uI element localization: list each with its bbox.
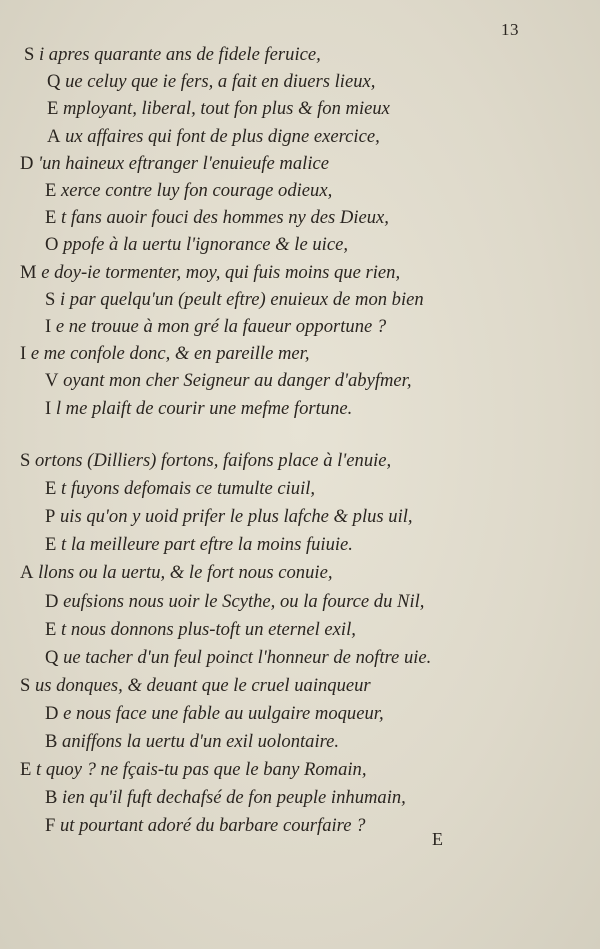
verse-text: ue tacher d'un feul poinct l'honneur de noftre uie. [58,646,432,668]
verse-text: l me plaift de courir une mefme fortune. [51,397,353,419]
verse-initial: O [45,234,59,256]
verse-text: e nous face une fable au uulgaire moqueur, [58,702,384,724]
verse-text: t la meilleure part eftre la moins fuiuie. [56,534,353,556]
verse-line [47,71,375,93]
verse-initial: I [45,316,52,337]
verse-text: ue celuy que ie fers, a fait en diuers lieux, [60,71,376,93]
verse-initial: Q [45,646,59,668]
verse-line [45,703,384,725]
verse-line [45,316,386,338]
verse-initial: A [47,125,61,147]
verse-text: t nous donnons plus-toft un eternel exil, [56,618,356,640]
verse-line [45,787,406,809]
verse-line [45,234,348,256]
verse-initial: E [45,478,57,500]
verse-line [45,619,356,641]
verse-text: 'un haineux eftranger l'enuieufe malice [33,152,329,174]
verse-initial: E [45,207,57,229]
verse-line [20,262,400,284]
verse-text: ux affaires qui font de plus digne exercice, [60,125,380,147]
verse-line [20,450,391,472]
verse-initial: Q [47,71,61,93]
verse-initial: B [45,731,58,752]
verse-line [20,675,371,697]
verse-text: i par quelqu'un (peult eftre) enuieux de mon bien [55,288,424,310]
verse-line [45,647,431,669]
verse-line [45,398,352,420]
verse-initial: P [45,506,56,528]
verse-initial: E [47,98,59,120]
verse-initial: E [45,618,57,640]
verse-text: uis qu'on y uoid prifer le plus lafche & plus uil, [55,506,413,528]
verse-text: ien qu'il fuft dechafsé de fon peuple inhumain, [57,787,406,809]
verse-text: us donques, & deuant que le cruel uainqueur [30,674,371,696]
verse-initial: E [20,759,32,781]
verse-text: eufsions nous uoir le Scythe, ou la fource du Nil, [58,590,425,612]
verse-text: ortons (Dilliers) fortons, faifons place à l'enuie, [30,450,392,471]
verse-initial: I [45,397,52,419]
verse-initial: M [20,261,37,283]
verse-line [20,153,329,175]
verse-line [47,98,390,120]
verse-text: t fuyons defomais ce tumulte ciuil, [56,478,316,500]
verse-initial: S [24,44,35,65]
verse-initial: D [45,590,59,612]
verse-initial: A [20,562,34,584]
verse-text: t quoy ? ne fçais-tu pas que le bany Romain, [31,759,367,781]
verse-line [45,815,365,837]
verse-line [45,731,339,753]
verse-initial: D [45,702,59,724]
signature-mark: E [432,829,443,849]
verse-initial: F [45,815,56,837]
page-number: 13 [501,20,519,39]
verse-line [45,506,413,528]
verse-line [45,370,412,392]
verse-initial: S [45,288,56,310]
verse-text: e ne trouue à mon gré la faueur opportune ? [51,316,387,337]
verse-initial: I [20,343,27,365]
verse-line [24,44,321,66]
verse-initial: S [20,450,31,471]
verse-initial: E [45,534,57,556]
verse-initial: E [45,180,57,201]
verse-initial: D [20,152,34,174]
verse-text: xerce contre luy fon courage odieux, [56,180,333,201]
verse-initial: B [45,787,58,809]
verse-line [45,207,389,229]
verse-text: e me confole donc, & en pareille mer, [26,343,310,365]
verse-initial: S [20,674,31,696]
verse-line [20,562,332,584]
verse-line [45,289,424,311]
verse-text: aniffons la uertu d'un exil uolontaire. [57,731,340,752]
verse-line [20,343,310,365]
verse-text: i apres quarante ans de fidele feruice, [34,44,321,65]
verse-text: ut pourtant adoré du barbare courfaire ? [55,815,366,837]
verse-text: oyant mon cher Seigneur au danger d'abyfmer, [58,370,412,392]
verse-text: t fans auoir fouci des hommes ny des Dieux, [56,207,389,229]
verse-line [20,759,367,781]
verse-text: e doy-ie tormenter, moy, qui fuis moins que rien, [36,261,401,283]
verse-line [45,478,315,500]
verse-line [47,126,380,148]
verse-line [45,591,424,613]
verse-line [45,180,332,202]
verse-text: llons ou la uertu, & le fort nous conuie, [33,562,333,584]
verse-initial: V [45,370,59,392]
verse-text: ppofe à la uertu l'ignorance & le uice, [58,234,348,256]
verse-text: mployant, liberal, tout fon plus & fon mieux [58,98,390,120]
verse-line [45,534,353,556]
